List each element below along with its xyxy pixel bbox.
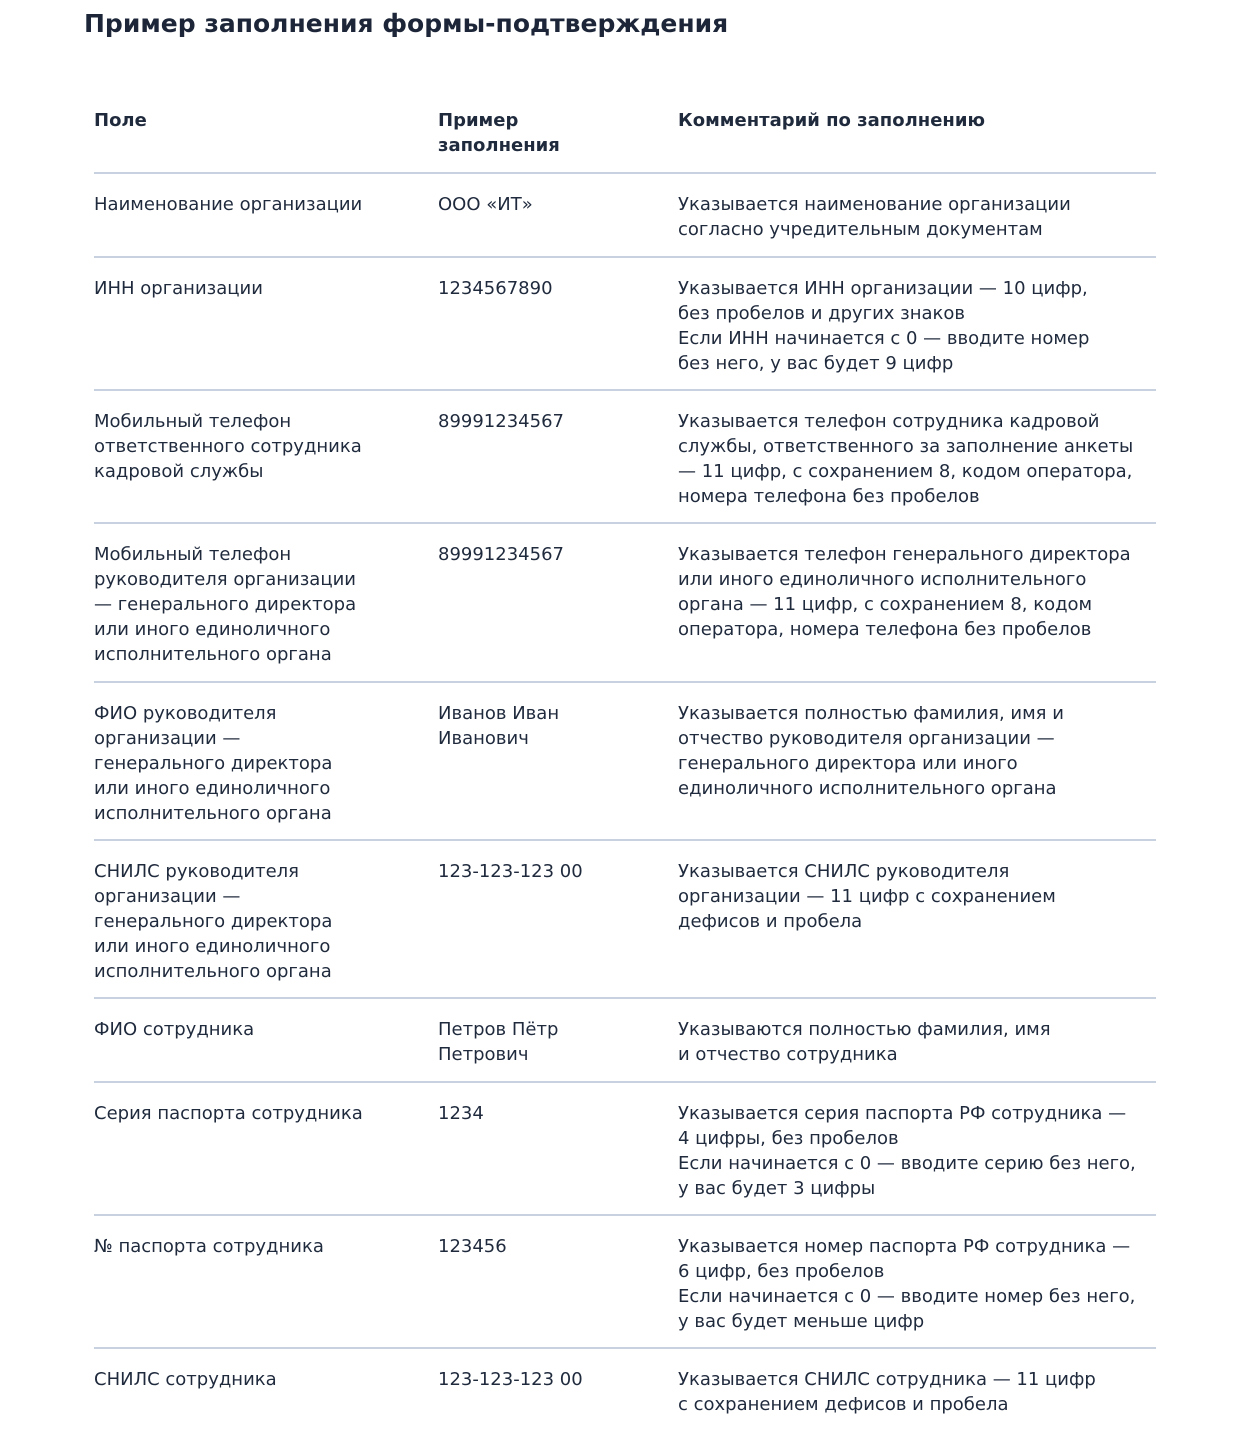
cell-text-line: 6 цифр, без пробелов (678, 1261, 885, 1282)
cell-text-line: СНИЛС сотрудника (94, 1369, 277, 1390)
cell-text-line: Указывается номер паспорта РФ сотрудника — (678, 1236, 1131, 1257)
cell-text-line: Наименование организации (94, 194, 363, 215)
cell-text-line: Указывается СНИЛС сотрудника — 11 цифр (678, 1369, 1096, 1390)
cell-text-line: Иванович (438, 728, 529, 749)
cell-field (94, 683, 438, 839)
cell-text-line: 123-123-123 00 (438, 861, 583, 882)
cell-text-line: дефисов и пробела (678, 911, 863, 932)
cell-comment (678, 1349, 1156, 1433)
cell-text-line: Указывается ИНН организации — 10 цифр, (678, 278, 1088, 299)
cell-text-line: организации — (94, 886, 241, 907)
cell-text-line: Указывается серия паспорта РФ сотрудника — (678, 1103, 1127, 1124)
cell-text-line: Мобильный телефон (94, 411, 292, 432)
cell-text-line: 123-123-123 00 (438, 1369, 583, 1390)
cell-field (94, 1083, 438, 1214)
cell-text-line: генерального директора (94, 911, 333, 932)
cell-text-line: ФИО руководителя (94, 703, 277, 724)
table-row (94, 391, 1156, 524)
cell-text-line: организации — (94, 728, 241, 749)
cell-text-line: 1234567890 (438, 278, 553, 299)
cell-text-line: или иного единоличного (94, 936, 331, 957)
cell-text-line: с сохранением дефисов и пробела (678, 1394, 1009, 1415)
table-header-row (94, 107, 1156, 174)
cell-comment (678, 391, 1156, 522)
cell-text-line: ответственного сотрудника (94, 436, 362, 457)
table-row (94, 1083, 1156, 1216)
cell-text-line: кадровой службы (94, 461, 264, 482)
column-header-field (94, 107, 438, 172)
cell-text-line: 89991234567 (438, 544, 564, 565)
cell-comment (678, 999, 1156, 1081)
column-header-example (438, 107, 678, 172)
cell-text-line: СНИЛС руководителя (94, 861, 300, 882)
cell-text-line: и отчество сотрудника (678, 1044, 898, 1065)
cell-text-line: службы, ответственного за заполнение анкеты (678, 436, 1134, 457)
cell-comment (678, 524, 1156, 681)
cell-field (94, 1216, 438, 1347)
cell-example (438, 1216, 678, 1347)
cell-example (438, 841, 678, 997)
cell-field (94, 841, 438, 997)
cell-text-line: или иного единоличного (94, 778, 331, 799)
cell-text-line: генерального директора или иного (678, 753, 1018, 774)
cell-example (438, 683, 678, 839)
table-row (94, 174, 1156, 258)
cell-text-line: единоличного исполнительного органа (678, 778, 1057, 799)
cell-comment (678, 841, 1156, 997)
cell-text-line: организации — 11 цифр с сохранением (678, 886, 1056, 907)
table-row (94, 683, 1156, 841)
page-title: Пример заполнения формы-подтверждения (84, 9, 729, 38)
cell-text-line: Если ИНН начинается с 0 — вводите номер (678, 328, 1090, 349)
cell-comment (678, 1083, 1156, 1214)
cell-text-line: органа — 11 цифр, с сохранением 8, кодом (678, 594, 1093, 615)
cell-text-line: исполнительного органа (94, 803, 332, 824)
cell-text-line: исполнительного органа (94, 961, 332, 982)
cell-text-line: или иного единоличного исполнительного (678, 569, 1087, 590)
cell-text-line: Если начинается с 0 — вводите номер без него, (678, 1286, 1136, 1307)
cell-text-line: заполнения (438, 135, 560, 156)
table-row (94, 999, 1156, 1083)
cell-text-line: Пример (438, 110, 519, 131)
cell-text-line: Серия паспорта сотрудника (94, 1103, 363, 1124)
cell-text-line: исполнительного органа (94, 644, 332, 665)
table-row (94, 1349, 1156, 1433)
cell-text-line: Если начинается с 0 — вводите серию без него, (678, 1153, 1136, 1174)
cell-text-line: № паспорта сотрудника (94, 1236, 324, 1257)
cell-text-line: Указываются полностью фамилия, имя (678, 1019, 1051, 1040)
cell-text-line: ООО «ИТ» (438, 194, 533, 215)
cell-text-line: у вас будет меньше цифр (678, 1311, 925, 1332)
cell-text-line: 4 цифры, без пробелов (678, 1128, 899, 1149)
cell-text-line: 1234 (438, 1103, 484, 1124)
cell-text-line: отчество руководителя организации — (678, 728, 1055, 749)
cell-text-line: генерального директора (94, 753, 333, 774)
cell-example (438, 524, 678, 681)
cell-text-line: руководителя организации (94, 569, 356, 590)
cell-text-line: у вас будет 3 цифры (678, 1178, 876, 1199)
cell-text-line: ФИО сотрудника (94, 1019, 255, 1040)
cell-text-line: номера телефона без пробелов (678, 486, 980, 507)
cell-comment (678, 174, 1156, 256)
cell-text-line: оператора, номера телефона без пробелов (678, 619, 1092, 640)
cell-text-line: Указывается наименование организации (678, 194, 1071, 215)
cell-text-line: 123456 (438, 1236, 507, 1257)
cell-field (94, 258, 438, 389)
cell-text-line: 89991234567 (438, 411, 564, 432)
table-row (94, 258, 1156, 391)
cell-field (94, 1349, 438, 1433)
table-row (94, 1216, 1156, 1349)
cell-comment (678, 258, 1156, 389)
cell-text-line: Петрович (438, 1044, 529, 1065)
cell-comment (678, 683, 1156, 839)
cell-field (94, 174, 438, 256)
cell-example (438, 391, 678, 522)
column-header-comment (678, 107, 1156, 172)
cell-text-line: без пробелов и других знаков (678, 303, 966, 324)
table-row (94, 524, 1156, 683)
cell-example (438, 258, 678, 389)
cell-field (94, 391, 438, 522)
table-row (94, 841, 1156, 999)
cell-text-line: Указывается полностью фамилия, имя и (678, 703, 1064, 724)
cell-text-line: Указывается телефон сотрудника кадровой (678, 411, 1100, 432)
cell-text-line: Указывается СНИЛС руководителя (678, 861, 1010, 882)
cell-text-line: Поле (94, 110, 147, 131)
cell-text-line: ИНН организации (94, 278, 263, 299)
filling-example-table (94, 107, 1156, 1433)
cell-text-line: или иного единоличного (94, 619, 331, 640)
cell-text-line: Комментарий по заполнению (678, 110, 985, 131)
cell-text-line: — генерального директора (94, 594, 357, 615)
cell-field (94, 999, 438, 1081)
cell-text-line: — 11 цифр, с сохранением 8, кодом оператора, (678, 461, 1133, 482)
cell-example (438, 1083, 678, 1214)
cell-text-line: Указывается телефон генерального директора (678, 544, 1131, 565)
cell-example (438, 174, 678, 256)
cell-text-line: Петров Пётр (438, 1019, 559, 1040)
cell-example (438, 999, 678, 1081)
cell-text-line: Иванов Иван (438, 703, 560, 724)
cell-text-line: без него, у вас будет 9 цифр (678, 353, 954, 374)
cell-example (438, 1349, 678, 1433)
cell-comment (678, 1216, 1156, 1347)
cell-text-line: Мобильный телефон (94, 544, 292, 565)
cell-text-line: согласно учредительным документам (678, 219, 1043, 240)
cell-field (94, 524, 438, 681)
